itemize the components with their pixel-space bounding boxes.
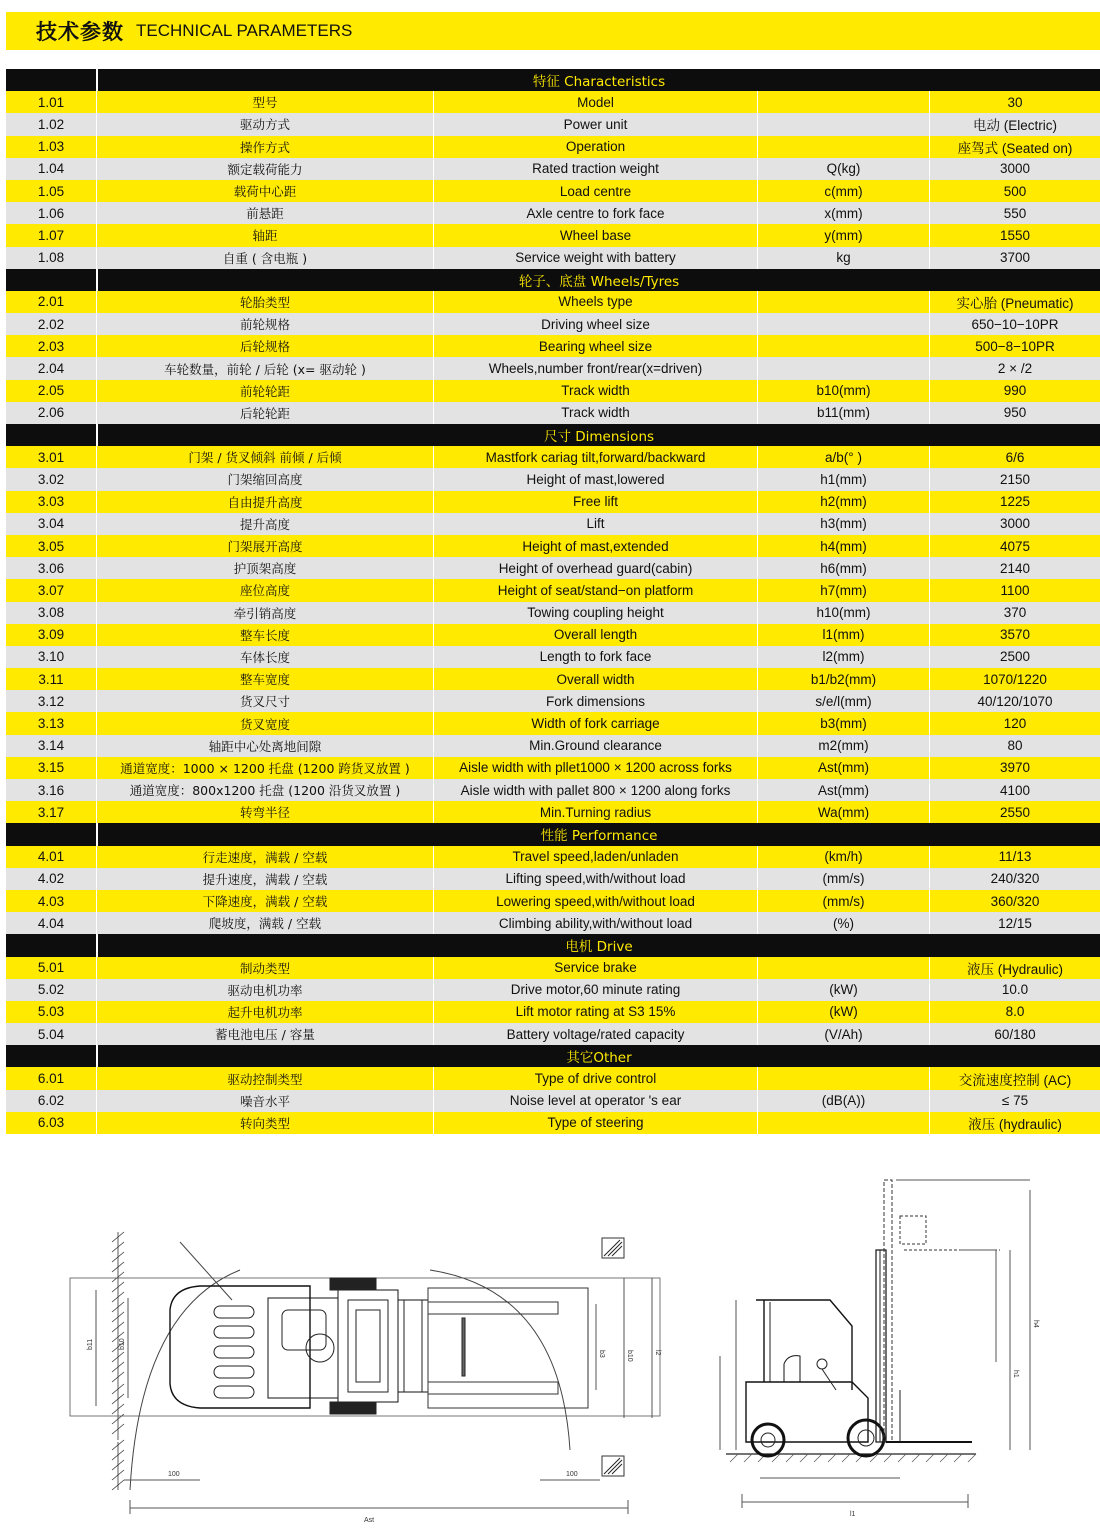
param-number: 3.13: [37, 716, 65, 732]
param-name-en: Travel speed,laden/unladen: [433, 846, 757, 868]
param-name-en: Type of drive control: [433, 1067, 757, 1089]
section-header: [6, 823, 1100, 845]
param-value: 550: [929, 202, 1100, 224]
section-header-blank: [6, 69, 96, 91]
param-unit: [757, 1112, 929, 1134]
param-name-cn: 牵引销高度: [96, 602, 433, 624]
param-value: 1225: [929, 491, 1100, 513]
section-title: 性能 Performance: [96, 823, 1100, 845]
param-value: 12/15: [929, 912, 1100, 934]
param-unit: Wa(mm): [757, 801, 929, 823]
dim-label-b10-right: b10: [626, 1350, 633, 1362]
param-unit: b3(mm): [757, 712, 929, 734]
table-row: [6, 1023, 1100, 1045]
table-row: [6, 535, 1100, 557]
table-row: [6, 712, 1100, 734]
param-value: 120: [929, 712, 1100, 734]
param-unit: h2(mm): [757, 491, 929, 513]
param-number: 2.04: [37, 361, 65, 377]
param-value: 500−8−10PR: [929, 335, 1100, 357]
param-unit: h7(mm): [757, 579, 929, 601]
param-value: 240/320: [929, 868, 1100, 890]
param-value: 2 × /2: [929, 357, 1100, 379]
param-name-cn: 行走速度，满载 / 空载: [96, 846, 433, 868]
param-unit: m2(mm): [757, 735, 929, 757]
dim-label-b3: b3: [598, 1350, 605, 1358]
param-value: 370: [929, 602, 1100, 624]
table-row: [6, 557, 1100, 579]
param-name-cn: 自重 ( 含电瓶 ): [96, 247, 433, 269]
param-value: 8.0: [929, 1001, 1100, 1023]
param-number: 4.03: [37, 893, 65, 909]
param-name-cn: 自由提升高度: [96, 491, 433, 513]
param-name-cn: 提升速度，满载 / 空载: [96, 868, 433, 890]
param-unit: [757, 291, 929, 313]
section-header: [6, 1045, 1100, 1067]
section-header-blank: [6, 424, 96, 446]
param-number: 4.02: [37, 871, 65, 887]
section-header: [6, 69, 1100, 91]
param-name-cn: 通道宽度：1000 × 1200 托盘 (1200 跨货叉放置 ): [96, 757, 433, 779]
param-name-cn: 制动类型: [96, 957, 433, 979]
param-name-en: Fork dimensions: [433, 690, 757, 712]
param-unit: (%): [757, 912, 929, 934]
section-header-blank: [6, 1045, 96, 1067]
param-value: 4075: [929, 535, 1100, 557]
param-name-cn: 转向类型: [96, 1112, 433, 1134]
param-number: 3.04: [37, 516, 65, 532]
param-name-en: Load centre: [433, 180, 757, 202]
param-number: 1.08: [37, 250, 65, 266]
table-row: [6, 890, 1100, 912]
technical-drawings: [0, 1150, 1100, 1529]
param-name-en: Height of overhead guard(cabin): [433, 557, 757, 579]
section-title: 轮子、底盘 Wheels/Tyres: [96, 269, 1100, 291]
param-unit: h4(mm): [757, 535, 929, 557]
param-unit: y(mm): [757, 224, 929, 246]
table-row: [6, 757, 1100, 779]
param-name-en: Length to fork face: [433, 646, 757, 668]
param-value: 360/320: [929, 890, 1100, 912]
table-row: [6, 113, 1100, 135]
dim-label-b10-left: b10: [119, 1338, 126, 1350]
param-name-en: Bearing wheel size: [433, 335, 757, 357]
param-name-en: Model: [433, 91, 757, 113]
param-number: 6.03: [37, 1115, 65, 1131]
table-row: [6, 1067, 1100, 1089]
param-name-en: Type of steering: [433, 1112, 757, 1134]
table-row: [6, 180, 1100, 202]
param-number: 3.05: [37, 538, 65, 554]
table-row: [6, 735, 1100, 757]
dim-label-h1: h1: [1012, 1370, 1019, 1378]
table-row: [6, 446, 1100, 468]
table-row: [6, 402, 1100, 424]
param-name-en: Width of fork carriage: [433, 712, 757, 734]
param-unit: x(mm): [757, 202, 929, 224]
param-name-cn: 前轮规格: [96, 313, 433, 335]
table-row: [6, 602, 1100, 624]
table-row: [6, 846, 1100, 868]
param-number: 2.02: [37, 316, 65, 332]
table-row: [6, 801, 1100, 823]
param-name-cn: 整车宽度: [96, 668, 433, 690]
section-title: 电机 Drive: [96, 934, 1100, 956]
param-value: 80: [929, 735, 1100, 757]
param-number: 3.02: [37, 471, 65, 487]
param-name-cn: 转弯半径: [96, 801, 433, 823]
param-number: 5.03: [37, 1004, 65, 1020]
param-name-cn: 前悬距: [96, 202, 433, 224]
table-row: [6, 668, 1100, 690]
param-value: 座驾式 (Seated on): [929, 136, 1100, 158]
param-unit: [757, 957, 929, 979]
param-name-en: Lowering speed,with/without load: [433, 890, 757, 912]
table-row: [6, 1001, 1100, 1023]
param-number: 6.01: [37, 1071, 65, 1087]
param-name-en: Overall width: [433, 668, 757, 690]
table-row: [6, 957, 1100, 979]
param-name-cn: 驱动电机功率: [96, 979, 433, 1001]
param-name-cn: 通道宽度：800x1200 托盘 (1200 沿货叉放置 ): [96, 779, 433, 801]
param-name-en: Min.Turning radius: [433, 801, 757, 823]
param-name-cn: 蓄电池电压 / 容量: [96, 1023, 433, 1045]
table-row: [6, 158, 1100, 180]
param-number: 4.01: [37, 849, 65, 865]
param-name-en: Power unit: [433, 113, 757, 135]
param-number: 1.01: [37, 94, 65, 110]
table-row: [6, 513, 1100, 535]
param-unit: (V/Ah): [757, 1023, 929, 1045]
param-unit: Ast(mm): [757, 779, 929, 801]
param-name-cn: 货叉尺寸: [96, 690, 433, 712]
spec-table: [6, 69, 1100, 1134]
param-name-cn: 噪音水平: [96, 1090, 433, 1112]
param-value: 实心胎 (Pneumatic): [929, 291, 1100, 313]
param-name-cn: 座位高度: [96, 579, 433, 601]
param-name-cn: 车轮数量，前轮 / 后轮 (x= 驱动轮 ): [96, 357, 433, 379]
param-number: 1.04: [37, 161, 65, 177]
param-value: 交流速度控制 (AC): [929, 1067, 1100, 1089]
param-unit: [757, 136, 929, 158]
param-unit: l2(mm): [757, 646, 929, 668]
param-value: 10.0: [929, 979, 1100, 1001]
table-row: [6, 579, 1100, 601]
table-row: [6, 468, 1100, 490]
param-unit: [757, 335, 929, 357]
header-title-cn: 技术参数: [36, 20, 124, 44]
dim-label-100-right: 100: [566, 1471, 578, 1478]
table-row: [6, 136, 1100, 158]
table-row: [6, 646, 1100, 668]
param-unit: s/e/l(mm): [757, 690, 929, 712]
param-name-en: Axle centre to fork face: [433, 202, 757, 224]
table-row: [6, 357, 1100, 379]
dim-label-b11: b11: [87, 1338, 94, 1350]
param-value: 1070/1220: [929, 668, 1100, 690]
param-number: 3.12: [37, 693, 65, 709]
param-name-cn: 轴距中心处离地间隙: [96, 735, 433, 757]
param-number: 6.02: [37, 1093, 65, 1109]
param-value: 液压 (Hydraulic): [929, 957, 1100, 979]
param-value: 4100: [929, 779, 1100, 801]
param-unit: h10(mm): [757, 602, 929, 624]
param-unit: Q(kg): [757, 158, 929, 180]
param-value: 3570: [929, 624, 1100, 646]
param-unit: c(mm): [757, 180, 929, 202]
param-number: 5.02: [37, 982, 65, 998]
param-number: 3.16: [37, 782, 65, 798]
table-row: [6, 779, 1100, 801]
param-value: 30: [929, 91, 1100, 113]
param-name-en: Aisle width with pllet1000 × 1200 across forks: [433, 757, 757, 779]
param-unit: [757, 313, 929, 335]
param-number: 1.06: [37, 205, 65, 221]
param-value: 6/6: [929, 446, 1100, 468]
param-name-en: Wheel base: [433, 224, 757, 246]
param-name-en: Rated traction weight: [433, 158, 757, 180]
param-number: 3.03: [37, 494, 65, 510]
table-row: [6, 313, 1100, 335]
param-name-en: Height of mast,extended: [433, 535, 757, 557]
section-header-blank: [6, 934, 96, 956]
param-unit: kg: [757, 247, 929, 269]
table-row: [6, 1090, 1100, 1112]
param-unit: (dB(A)): [757, 1090, 929, 1112]
param-name-cn: 门架展开高度: [96, 535, 433, 557]
param-name-cn: 提升高度: [96, 513, 433, 535]
param-value: 2140: [929, 557, 1100, 579]
param-number: 3.08: [37, 605, 65, 621]
param-name-cn: 门架缩回高度: [96, 468, 433, 490]
param-value: 2550: [929, 801, 1100, 823]
param-unit: (mm/s): [757, 890, 929, 912]
param-unit: l1(mm): [757, 624, 929, 646]
param-name-en: Lift: [433, 513, 757, 535]
section-title: 特征 Characteristics: [96, 69, 1100, 91]
param-name-cn: 前轮轮距: [96, 380, 433, 402]
param-name-cn: 轴距: [96, 224, 433, 246]
section-header: [6, 934, 1100, 956]
section-header: [6, 424, 1100, 446]
header-title-en: TECHNICAL PARAMETERS: [136, 21, 353, 40]
param-name-en: Lift motor rating at S3 15%: [433, 1001, 757, 1023]
table-row: [6, 624, 1100, 646]
param-number: 3.06: [37, 560, 65, 576]
section-header: [6, 269, 1100, 291]
param-unit: (km/h): [757, 846, 929, 868]
param-number: 2.06: [37, 405, 65, 421]
param-unit: [757, 1067, 929, 1089]
param-name-cn: 门架 / 货叉倾斜 前倾 / 后倾: [96, 446, 433, 468]
param-unit: b10(mm): [757, 380, 929, 402]
param-number: 3.10: [37, 649, 65, 665]
param-name-en: Operation: [433, 136, 757, 158]
param-unit: a/b(° ): [757, 446, 929, 468]
param-name-en: Track width: [433, 380, 757, 402]
param-number: 1.02: [37, 116, 65, 132]
param-value: 3000: [929, 513, 1100, 535]
param-value: 3970: [929, 757, 1100, 779]
param-number: 1.07: [37, 227, 65, 243]
param-value: 60/180: [929, 1023, 1100, 1045]
param-name-en: Wheels,number front/rear(x=driven): [433, 357, 757, 379]
dim-label-h4: h4: [1032, 1320, 1039, 1328]
param-name-en: Height of seat/stand−on platform: [433, 579, 757, 601]
side-view-drawing: [720, 1180, 1030, 1508]
param-name-en: Driving wheel size: [433, 313, 757, 335]
param-value: 650−10−10PR: [929, 313, 1100, 335]
param-name-en: Battery voltage/rated capacity: [433, 1023, 757, 1045]
param-value: 3700: [929, 247, 1100, 269]
param-name-en: Wheels type: [433, 291, 757, 313]
param-value: 2150: [929, 468, 1100, 490]
param-number: 2.05: [37, 383, 65, 399]
section-title: 尺寸 Dimensions: [96, 424, 1100, 446]
param-name-cn: 下降速度，满载 / 空载: [96, 890, 433, 912]
table-row: [6, 91, 1100, 113]
param-name-en: Noise level at operator 's ear: [433, 1090, 757, 1112]
param-name-cn: 后轮规格: [96, 335, 433, 357]
dim-label-100-left: 100: [168, 1471, 180, 1478]
param-number: 3.07: [37, 582, 65, 598]
param-name-cn: 额定载荷能力: [96, 158, 433, 180]
param-number: 4.04: [37, 915, 65, 931]
section-title: 其它Other: [96, 1045, 1100, 1067]
param-name-en: Drive motor,60 minute rating: [433, 979, 757, 1001]
param-name-cn: 整车长度: [96, 624, 433, 646]
param-unit: [757, 357, 929, 379]
param-name-en: Towing coupling height: [433, 602, 757, 624]
param-unit: (kW): [757, 979, 929, 1001]
param-number: 1.03: [37, 139, 65, 155]
param-unit: (kW): [757, 1001, 929, 1023]
param-number: 3.17: [37, 804, 65, 820]
param-name-en: Aisle width with pallet 800 × 1200 along forks: [433, 779, 757, 801]
param-value: 1100: [929, 579, 1100, 601]
table-row: [6, 1112, 1100, 1134]
param-name-en: Climbing ability,with/without load: [433, 912, 757, 934]
param-name-cn: 轮胎类型: [96, 291, 433, 313]
param-name-cn: 驱动方式: [96, 113, 433, 135]
param-unit: [757, 113, 929, 135]
param-name-en: Track width: [433, 402, 757, 424]
param-name-cn: 型号: [96, 91, 433, 113]
param-name-en: Lifting speed,with/without load: [433, 868, 757, 890]
param-name-cn: 爬坡度，满载 / 空载: [96, 912, 433, 934]
param-name-en: Mastfork cariag tilt,forward/backward: [433, 446, 757, 468]
table-row: [6, 335, 1100, 357]
param-value: 3000: [929, 158, 1100, 180]
dim-label-l1: l1: [850, 1511, 856, 1518]
param-value: ≤ 75: [929, 1090, 1100, 1112]
section-header-blank: [6, 823, 96, 845]
param-number: 1.05: [37, 183, 65, 199]
param-number: 5.01: [37, 960, 65, 976]
param-name-en: Service brake: [433, 957, 757, 979]
table-row: [6, 380, 1100, 402]
table-row: [6, 491, 1100, 513]
section-header-blank: [6, 269, 96, 291]
param-unit: Ast(mm): [757, 757, 929, 779]
param-unit: b11(mm): [757, 402, 929, 424]
param-value: 11/13: [929, 846, 1100, 868]
param-value: 950: [929, 402, 1100, 424]
param-name-cn: 载荷中心距: [96, 180, 433, 202]
param-value: 2500: [929, 646, 1100, 668]
param-value: 500: [929, 180, 1100, 202]
param-number: 3.01: [37, 449, 65, 465]
param-unit: (mm/s): [757, 868, 929, 890]
param-name-cn: 护顶架高度: [96, 557, 433, 579]
param-value: 990: [929, 380, 1100, 402]
param-name-en: Overall length: [433, 624, 757, 646]
table-row: [6, 868, 1100, 890]
param-unit: h1(mm): [757, 468, 929, 490]
param-unit: h6(mm): [757, 557, 929, 579]
param-unit: b1/b2(mm): [757, 668, 929, 690]
table-row: [6, 690, 1100, 712]
table-row: [6, 224, 1100, 246]
table-row: [6, 912, 1100, 934]
param-number: 2.03: [37, 338, 65, 354]
param-name-en: Service weight with battery: [433, 247, 757, 269]
dim-label-ast: Ast: [364, 1517, 375, 1524]
table-row: [6, 979, 1100, 1001]
dim-label-l2: l2: [654, 1350, 661, 1356]
param-number: 5.04: [37, 1026, 65, 1042]
param-name-cn: 驱动控制类型: [96, 1067, 433, 1089]
table-row: [6, 202, 1100, 224]
param-name-en: Free lift: [433, 491, 757, 513]
param-value: 电动 (Electric): [929, 113, 1100, 135]
param-name-cn: 车体长度: [96, 646, 433, 668]
param-value: 液压 (hydraulic): [929, 1112, 1100, 1134]
param-number: 3.09: [37, 627, 65, 643]
param-number: 3.15: [37, 760, 65, 776]
page-header: [6, 12, 1100, 50]
param-value: 1550: [929, 224, 1100, 246]
param-name-cn: 操作方式: [96, 136, 433, 158]
param-number: 2.01: [37, 294, 65, 310]
param-name-cn: 货叉宽度: [96, 712, 433, 734]
param-name-cn: 起升电机功率: [96, 1001, 433, 1023]
param-number: 3.14: [37, 738, 65, 754]
param-number: 3.11: [38, 671, 64, 687]
param-value: 40/120/1070: [929, 690, 1100, 712]
param-unit: h3(mm): [757, 513, 929, 535]
table-row: [6, 291, 1100, 313]
param-name-en: Height of mast,lowered: [433, 468, 757, 490]
table-row: [6, 247, 1100, 269]
param-unit: [757, 91, 929, 113]
param-name-cn: 后轮轮距: [96, 402, 433, 424]
param-name-en: Min.Ground clearance: [433, 735, 757, 757]
